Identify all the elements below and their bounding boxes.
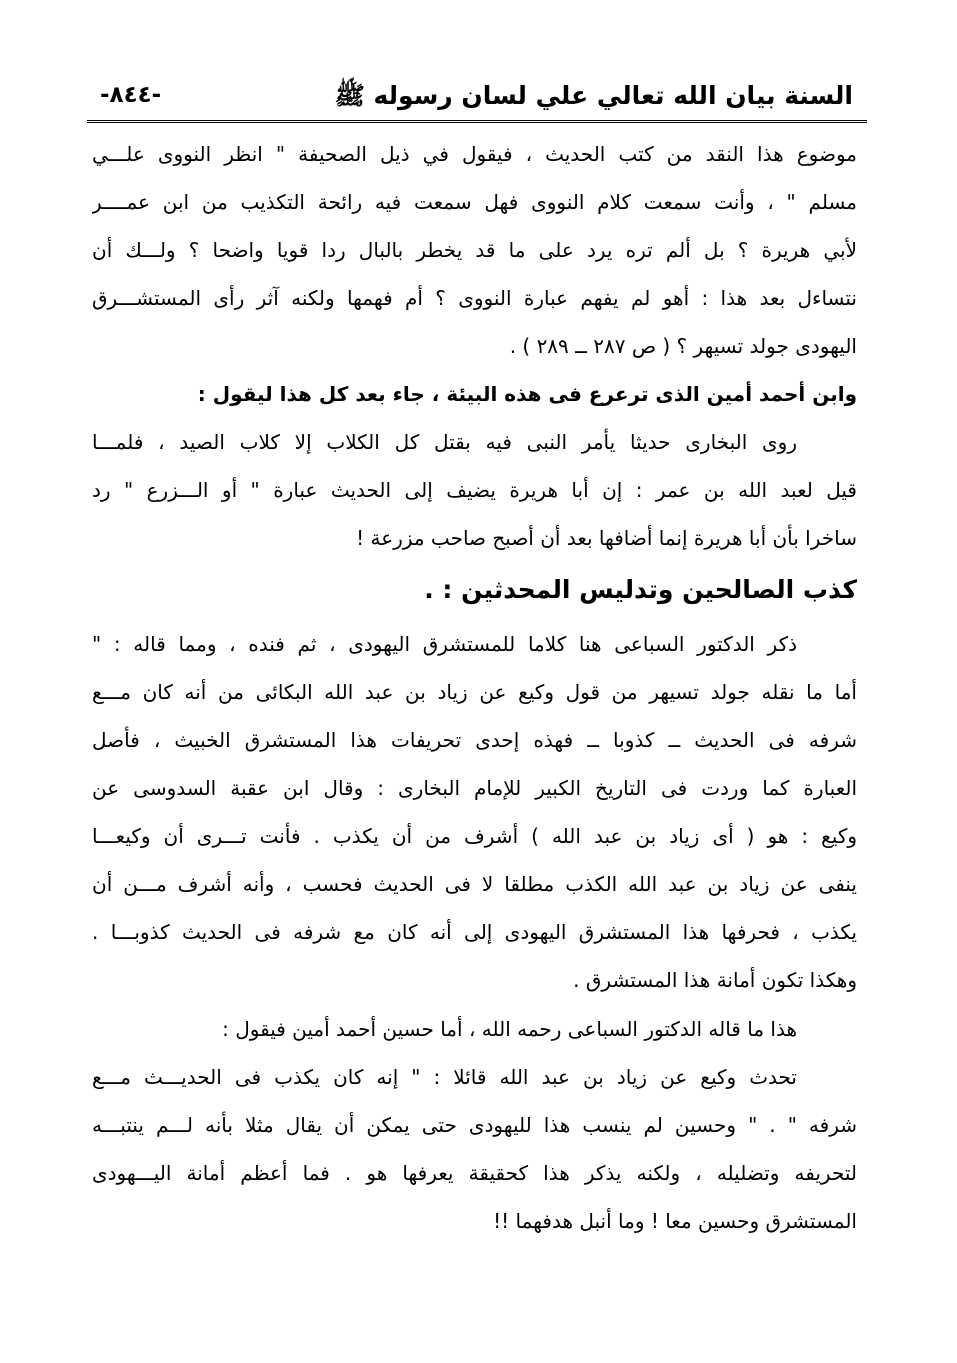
text-line: ساخرا بأن أبا هريرة إنما أضافها بعد أن أصبح صاحب مزرعة ! <box>356 526 857 550</box>
paragraph-transition <box>92 1005 857 1053</box>
text-line: لأبي هريرة ؟ بل ألم تره يرد على ما قد يخطر بالبال ردا قويا واضحا ؟ ولـــك أن <box>92 238 857 262</box>
text-line: وهكذا تكون أمانة هذا المستشرق . <box>573 968 857 992</box>
text-line: وكيع : هو ( أى زياد بن عبد الله ) أشرف من أن يكذب . فأنت تـــرى أن وكيعـــا <box>92 824 857 848</box>
text-line: تحدث وكيع عن زياد بن عبد الله قائلا : " إنه كان يكذب فى الحديـــث مـــع <box>92 1065 797 1089</box>
text-line: يكذب ، فحرفها هذا المستشرق اليهودى إلى أنه كان مع شرفه فى الحديث كذوبـــا . <box>92 920 857 944</box>
bold-statement <box>92 370 857 418</box>
page-number: -٨٤٤- <box>100 82 162 108</box>
paragraph-1 <box>92 130 857 370</box>
text-line: هذا ما قاله الدكتور السباعى رحمه الله ، أما حسين أحمد أمين فيقول : <box>222 1017 797 1041</box>
section-heading <box>92 566 857 614</box>
section-heading-text: كذب الصالحين وتدليس المحدثين : . <box>424 575 857 604</box>
text-line: لتحريفه وتضليله ، ولكنه يذكر هذا كحقيقة يعرفها هو . فما أعظم أمانة اليـــهودى <box>92 1161 857 1185</box>
text-line: موضوع هذا النقد من كتب الحديث ، فيقول في ذيل الصحيفة " انظر النووى علـــي <box>92 142 857 166</box>
paragraph-quote <box>92 418 857 562</box>
text-line: شرفه فى الحديث ــ كذوبا ــ فهذه إحدى تحريفات هذا المستشرق الخبيث ، فأصل <box>92 728 857 752</box>
header-rule <box>87 120 867 123</box>
text-line: قيل لعبد الله بن عمر : إن أبا هريرة يضيف إلى الحديث عبارة " أو الـــزرع " رد <box>92 478 857 502</box>
text-line: أما ما نقله جولد تسيهر من قول وكيع عن زياد بن عبد الله البكائى من أنه كان مـــع <box>92 680 857 704</box>
paragraph-hussein <box>92 1053 857 1245</box>
text-line: العبارة كما وردت فى التاريخ الكبير للإمام البخارى : وقال ابن عقبة السدوسى عن <box>92 776 857 800</box>
paragraph-sibai <box>92 620 857 1004</box>
running-header-title: السنة بيان الله تعالي علي لسان رسوله ﷺ <box>334 81 853 110</box>
text-line: المستشرق وحسين معا ! وما أنبل هدفهما !! <box>493 1209 857 1233</box>
text-line: ذكر الدكتور السباعى هنا كلاما للمستشرق اليهودى ، ثم فنده ، ومما قاله : " <box>92 632 797 656</box>
text-line: ينفى عن زياد بن عبد الله الكذب مطلقا لا فى الحديث فحسب ، وأنه أشرف مـــن أن <box>92 872 857 896</box>
text-line: اليهودى جولد تسيهر ؟ ( ص ٢٨٧ ــ ٢٨٩ ) . <box>509 334 857 358</box>
text-line: مسلم " ، وأنت سمعت كلام النووى فهل سمعت فيه رائحة التكذيب من ابن عمــــر <box>92 190 857 214</box>
text-line: نتساءل بعد هذا : أهو لم يفهم عبارة النووى ؟ أم فهمها ولكنه آثر رأى المستشـــرق <box>92 286 857 310</box>
text-line: روى البخارى حديثا يأمر النبى فيه بقتل كل الكلاب إلا كلاب الصيد ، فلمـــا <box>92 430 797 454</box>
text-line: وابن أحمد أمين الذى ترعرع فى هذه البيئة ، جاء بعد كل هذا ليقول : <box>197 382 857 406</box>
text-line: شرفه " . " وحسين لم ينسب هذا لليهودى حتى يمكن أن يقال مثلا بأنه لـــم ينتبـــه <box>92 1113 857 1137</box>
